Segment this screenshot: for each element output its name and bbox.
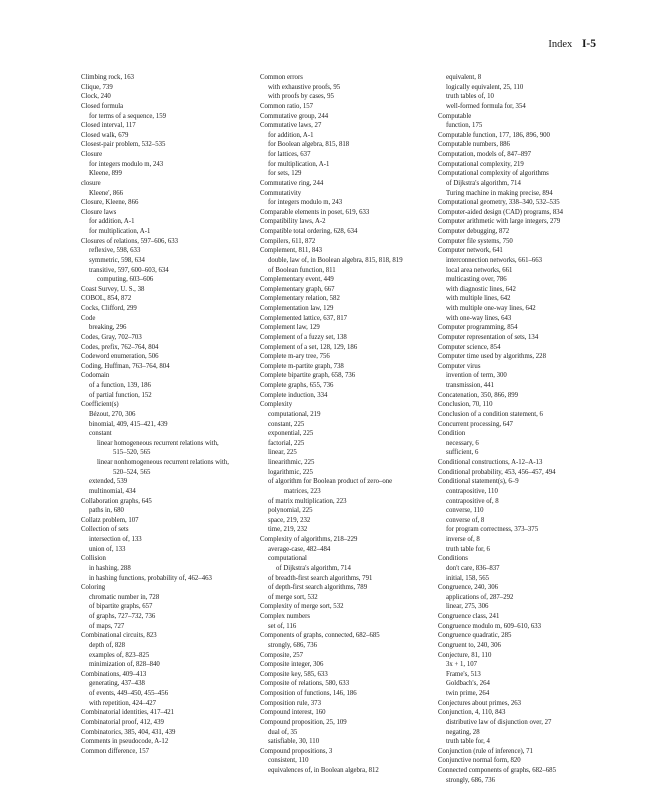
index-entry: Composite, 257 [260,651,304,659]
index-entry: of graphs, 727–732, 736 [89,613,156,620]
index-entry: Computation, models of, 847–897 [438,151,532,158]
index-entry: Commutative ring, 244 [260,179,324,187]
index-entry: Concatenation, 350, 866, 899 [438,391,519,399]
index-entry: multinomial, 434 [89,487,136,495]
index-entry: for program correctness, 373–375 [446,526,539,534]
index-entry: dual of, 35 [268,728,298,736]
index-entry: Computer time used by algorithms, 228 [438,353,546,361]
index-entry: for multiplication, A-1 [268,160,330,168]
index-column-3 [438,73,616,785]
index-entry: Common ratio, 157 [260,102,314,110]
index-entry: of a function, 139, 186 [89,382,151,389]
index-entry: of events, 449–450, 455–456 [89,690,169,697]
index-entry: set of, 116 [268,622,297,630]
index-entry: Common errors [260,74,303,81]
index-entry: Climbing rock, 163 [81,74,135,81]
index-entry: Combinatorial identities, 417–421 [81,709,175,717]
index-entry: factorial, 225 [268,439,305,447]
index-entry: Collection of sets [81,526,129,534]
index-entry: generating, 437–438 [89,680,145,688]
index-entry: contrapositive, 110 [446,487,498,495]
index-entry: of algorithm for Boolean product of zero–one [268,478,393,486]
index-entry: Complexity of algorithms, 218–229 [260,536,358,543]
index-entry: Commutative laws, 27 [260,122,322,130]
index-entry: of Dijkstra's algorithm, 714 [446,179,521,187]
index-entry: for terms of a sequence, 159 [89,112,167,120]
index-entry: Conjunction (rule of inference), 71 [438,747,533,755]
index-entry: Collaboration graphs, 645 [81,497,152,505]
index-entry: Compilers, 611, 872 [260,237,316,245]
index-entry: Conjunctive normal form, 820 [438,757,521,765]
index-entry: of partial function, 152 [89,391,152,399]
index-entry: Connected components of graphs, 682–685 [438,767,556,774]
index-entry: in hashing, 288 [89,564,131,572]
index-entry: applications of, 287–292 [446,593,514,601]
index-entry: Computational complexity, 219 [438,160,524,168]
index-entry: of Boolean function, 811 [268,266,336,274]
index-entry: Complement law, 129 [260,324,320,332]
index-entry: strongly, 686, 736 [446,776,496,784]
index-entry: Frame's, 513 [446,670,481,678]
index-entry: linear homogeneous recurrent relations with, [97,439,219,447]
index-entry: truth tables of, 10 [446,93,494,101]
index-entry: Composite integer, 306 [260,661,324,669]
index-entry: Complete m-ary tree, 756 [260,353,330,361]
index-entry: for lattices, 637 [268,151,311,158]
index-entry: union of, 133 [89,545,126,553]
index-entry: constant, 225 [268,420,305,428]
index-entry: Computable function, 177, 186, 896, 900 [438,131,550,139]
index-entry: Complexity of merge sort, 532 [260,603,344,611]
index-entry: COBOL, 854, 872 [81,295,132,303]
index-entry: Condition [438,430,466,438]
index-entry: Commutativity [260,189,302,197]
index-entry: Congruence modulo m, 609–610, 633 [438,622,542,630]
index-entry: Comparable elements in poset, 619, 633 [260,208,370,216]
index-entry: Computable [438,112,472,120]
index-entry: Closed walk, 679 [81,131,129,139]
index-entry: Closed interval, 117 [81,122,136,130]
index-entry: 515–520, 565 [113,449,151,457]
index-entry: distributive law of disjunction over, 27 [446,718,552,726]
index-entry: breaking, 296 [89,324,127,332]
index-entry: well-formed formula for, 354 [446,102,526,110]
index-entry: space, 219, 232 [268,516,311,524]
index-entry: of bipartite graphs, 657 [89,603,153,611]
index-entry: Collatz problem, 107 [81,516,139,524]
index-entry: Closure laws [81,208,117,216]
index-entry: Complemented lattice, 637, 817 [260,314,348,322]
index-entry: average-case, 482–484 [268,545,331,553]
index-entry: Coloring [81,584,106,592]
index-entry: Common difference, 157 [81,747,150,755]
index-entry: exponential, 225 [268,430,314,438]
index-entry: for sets, 129 [268,170,302,178]
index-entry: intersection of, 133 [89,536,142,543]
index-entry: Concurrent processing, 647 [438,420,513,428]
index-entry: Composition rule, 373 [260,699,321,707]
index-entry: Compatibility laws, A-2 [260,218,326,226]
index-entry: twin prime, 264 [446,690,490,697]
index-entry: Combinational circuits, 823 [81,632,157,640]
index-entry: computational [268,555,307,563]
index-entry: Composite of relations, 580, 633 [260,680,350,688]
index-entry: Compatible total ordering, 628, 634 [260,228,358,235]
index-entry: Complexity [260,401,293,409]
index-entry: Complement, 811, 843 [260,247,323,255]
index-entry: Coding, Huffman, 763–764, 804 [81,362,170,370]
index-entry: Compound proposition, 25, 109 [260,718,347,726]
index-entry: Goldbach's, 264 [446,680,490,688]
index-entry: function, 175 [446,122,483,130]
index-entry: linear nonhomogeneous recurrent relations with, [97,459,229,466]
index-entry: Kleene, 899 [89,170,122,178]
index-entry: Computer debugging, 872 [438,228,510,235]
index-entry: sufficient, 6 [446,449,479,457]
index-entry: of maps, 727 [89,622,125,630]
index-entry: Conclusion of a condition statement, 6 [438,410,543,418]
index-entry: Codomain [81,372,110,380]
index-entry: linear, 275, 306 [446,603,489,611]
index-entry: 520–524, 565 [113,468,151,476]
index-column-1 [81,73,259,756]
index-entry: Conclusion, 70, 110 [438,401,493,409]
index-entry: Components of graphs, connected, 682–685 [260,632,380,640]
index-entry: of depth-first search algorithms, 789 [268,584,368,592]
index-entry: Combinatorics, 385, 404, 431, 439 [81,728,176,736]
index-entry: Computer file systems, 750 [438,237,513,245]
index-entry: for integers modulo m, 243 [268,199,343,207]
index-entry: Kleene', 866 [89,189,124,197]
index-entry: Complementary relation, 582 [260,295,340,303]
index-column-2 [260,73,438,776]
index-entry: minimization of, 828–840 [89,661,160,669]
index-entry: don't care, 836–837 [446,564,500,572]
index-entry: Complete bipartite graph, 658, 736 [260,372,356,380]
index-entry: with repetition, 424–427 [89,699,157,707]
index-entry: Bézout, 270, 306 [89,410,136,418]
index-entry: Collision [81,555,106,563]
index-entry: multicasting over, 786 [446,276,507,284]
index-entry: Conditional constructions, A-12–A-13 [438,459,543,466]
index-entry: necessary, 6 [446,439,479,447]
running-head-section: Index [548,39,573,50]
index-entry: with proofs by cases, 95 [268,93,334,101]
index-entry: Conjecture, 81, 110 [438,651,492,659]
index-entry: Computational geometry, 338–340, 532–535 [438,199,560,207]
index-entry: Conditional probability, 453, 456–457, 494 [438,468,556,476]
index-entry: for multiplication, A-1 [89,228,151,235]
index-entry: with diagnostic lines, 642 [446,285,516,293]
index-entry: Complementary event, 449 [260,276,334,284]
index-entry: of Dijkstra's algorithm, 714 [276,564,351,572]
index-entry: Closure, Kleene, 866 [81,199,139,207]
index-entry: inverse of, 8 [446,536,480,543]
index-entry: Codes, Gray, 702–703 [81,333,142,341]
index-entry: examples of, 823–825 [89,651,150,659]
index-entry: Compound propositions, 3 [260,747,333,755]
index-entry: Complementary graph, 667 [260,285,335,293]
index-entry: of breadth-first search algorithms, 791 [268,574,373,582]
index-entry: Complete induction, 334 [260,391,328,399]
index-entry: Closed formula [81,102,124,110]
index-entry: Complete m-partite graph, 738 [260,362,344,370]
index-entry: Coast Survey, U. S., 38 [81,285,145,293]
index-entry: Clique, 739 [81,83,113,91]
index-entry: Complement of a fuzzy set, 138 [260,333,347,341]
index-entry: transmission, 441 [446,382,494,389]
index-entry: with exhaustive proofs, 95 [268,83,341,91]
index-entry: with multiple one-way lines, 642 [446,305,536,312]
index-entry: Computer programming, 854 [438,324,518,332]
index-entry: Codeword enumeration, 506 [81,353,159,361]
index-entry: Complement of a set, 128, 129, 186 [260,343,358,351]
page-number: I-5 [581,38,596,50]
index-entry: Composition of functions, 146, 186 [260,690,357,697]
index-entry: Congruence, 240, 306 [438,584,499,592]
index-entry: Complete graphs, 655, 736 [260,382,334,389]
index-entry: 3x + 1, 107 [446,661,478,669]
index-entry: binomial, 409, 415–421, 439 [89,420,168,428]
index-entry: Composite key, 585, 633 [260,670,328,678]
index-entry: for addition, A-1 [268,131,314,139]
index-entry: logarithmic, 225 [268,468,313,476]
index-entry: Coefficient(s) [81,401,119,409]
index-entry: Computational complexity of algorithms [438,170,549,178]
index-entry: initial, 158, 565 [446,574,490,582]
index-entry: Computer arithmetic with large integers, 279 [438,218,561,226]
index-entry: of merge sort, 532 [268,593,318,601]
index-entry: paths in, 680 [89,507,124,515]
index-entry: Commutative group, 244 [260,112,329,120]
index-entry: equivalences of, in Boolean algebra, 812 [268,767,379,774]
index-entry: Computer virus [438,362,481,370]
index-entry: Compound interest, 160 [260,709,326,717]
index-entry: consistent, 110 [268,757,309,765]
index-entry: transitive, 597, 600–603, 634 [89,266,169,274]
index-entry: for addition, A-1 [89,218,135,226]
index-entry: Complementation law, 129 [260,305,334,312]
index-entry: Conditions [438,555,468,563]
index-entry: computational, 219 [268,410,321,418]
index-entry: linear, 225 [268,449,297,457]
index-entry: negating, 28 [446,728,480,736]
index-entry: Computer representation of sets, 134 [438,333,539,341]
index-entry: Codes, prefix, 762–764, 804 [81,343,159,351]
index-entry: in hashing functions, probability of, 462–463 [89,574,212,582]
index-entry: Conjunction, 4, 110, 843 [438,709,506,717]
index-entry: symmetric, 598, 634 [89,256,145,264]
index-entry: reflexive, 598, 633 [89,247,141,255]
index-entry: Closures of relations, 597–606, 633 [81,237,179,245]
index-entry: Conjectures about primes, 263 [438,699,522,707]
index-entry: truth table for, 4 [446,738,490,746]
index-entry: Combinatorial proof, 412, 439 [81,718,164,726]
index-entry: Congruence class, 241 [438,613,500,620]
index-entry: Computer science, 854 [438,343,501,351]
index-entry: polynomial, 225 [268,507,313,515]
index-entry: Computer-aided design (CAD) programs, 834 [438,208,564,216]
index-entry: with one-way lines, 643 [446,314,512,322]
index-entry: Closest-pair problem, 532–535 [81,141,166,149]
index-entry: truth table for, 6 [446,545,490,553]
index-entry: chromatic number in, 728 [89,593,160,601]
index-entry: converse, 110 [446,507,484,515]
index-entry: Comments in pseudocode, A-12 [81,738,169,746]
index-entry: double, law of, in Boolean algebra, 815, 818, 819 [268,256,403,264]
index-entry: invention of term, 300 [446,372,507,380]
index-entry: of matrix multiplication, 223 [268,497,347,505]
index-entry: Turing machine in making precise, 894 [446,189,553,197]
index-entry: equivalent, 8 [446,74,482,81]
index-entry: Congruent to, 240, 306 [438,641,501,649]
index-entry: closure [81,179,101,187]
index-entry: with multiple lines, 642 [446,295,511,303]
index-entry: constant [89,430,112,438]
index-entry: matrices, 223 [284,487,321,495]
index-entry: for Boolean algebra, 815, 818 [268,141,350,149]
index-entry: Clock, 240 [81,93,111,101]
index-entry: Complex numbers [260,613,311,620]
index-entry: converse of, 8 [446,516,485,524]
index-entry: interconnection networks, 661–663 [446,256,543,264]
index-entry: Computer network, 641 [438,247,503,255]
index-entry: Code [81,314,96,322]
index-entry: Closure [81,151,103,158]
index-entry: linearithmic, 225 [268,459,315,466]
index-entry: local area networks, 661 [446,266,513,274]
running-head [548,38,596,50]
index-entry: Combinations, 409–413 [81,670,147,678]
index-entry: time, 219, 232 [268,526,308,534]
index-entry: computing, 603–606 [97,276,154,284]
index-entry: strongly, 686, 736 [268,641,318,649]
index-entry: Computable numbers, 886 [438,141,510,149]
index-entry: extended, 539 [89,478,128,486]
index-entry: Congruence quadratic, 285 [438,632,512,640]
index-entry: contrapositive of, 8 [446,497,499,505]
index-entry: satisfiable, 30, 110 [268,738,320,746]
index-entry: for integers modulo m, 243 [89,160,164,168]
index-entry: depth of, 828 [89,641,126,649]
index-entry: logically equivalent, 25, 110 [446,83,524,91]
index-entry: Cocks, Clifford, 299 [81,305,137,312]
index-entry: Conditional statement(s), 6–9 [438,478,519,486]
